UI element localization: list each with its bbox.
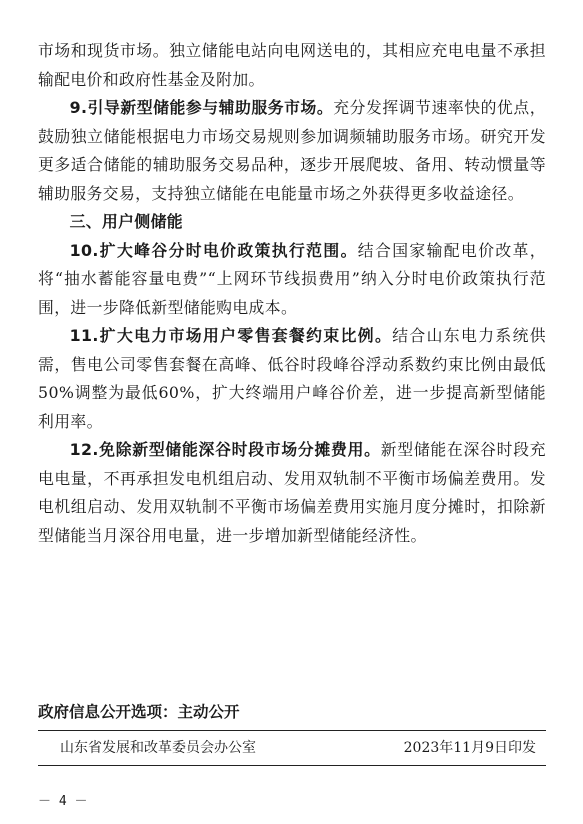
- page-number: － 4 －: [38, 794, 88, 809]
- item-12-text: 新型储能在深谷时段充电电量，不再承担发电机组启动、发用双轨制不平衡市场偏差费用。发电机组启动、发用双轨制不平衡市场偏差费用实施月度分摊时，扣除新型储能当月深谷用电量，进一步增加新型储能经济性。: [38, 440, 546, 545]
- issuance-line: [38, 736, 546, 760]
- paragraph-item-11: [38, 322, 546, 436]
- footer-top-rule: [38, 730, 546, 731]
- paragraph-continued: 市场和现货市场。独立储能电站向电网送电的，其相应充电电量不承担输配电价和政府性基金及附加。: [38, 41, 546, 89]
- paragraph-item-9: [38, 94, 546, 208]
- item-11-text: 结合山东电力系统供需，售电公司零售套餐在高峰、低谷时段峰谷浮动系数约束比例由最低50%调整为最低60%，扩大终端用户峰谷价差，进一步提高新型储能利用率。: [38, 326, 547, 431]
- issue-date: 2023年11月9日印发: [403, 740, 536, 756]
- item-12-heading: 12.免除新型储能深谷时段市场分摊费用。: [69, 440, 381, 459]
- item-9-text: 充分发挥调节速率快的优点，鼓励独立储能根据电力市场交易规则参加调频辅助服务市场。研究开发更多适合储能的辅助服务交易品种，逐步开展爬坡、备用、转动惯量等辅助服务交易，支持独立储能在电能量市场之外获得更多收益途径。: [38, 98, 547, 203]
- item-9-heading: 9.引导新型储能参与辅助服务市场。: [69, 98, 334, 117]
- disclosure-option: 政府信息公开选项：主动公开: [38, 703, 240, 721]
- document-body: [38, 37, 546, 550]
- footer-bottom-rule: [38, 765, 546, 766]
- item-11-heading: 11.扩大电力市场用户零售套餐约束比例。: [69, 326, 393, 345]
- item-10-text: 结合国家输配电价改革，将“抽水蓄能容量电费”“上网环节线损费用”纳入分时电价政策执行范围，进一步降低新型储能购电成本。: [38, 240, 546, 317]
- paragraph-item-10: [38, 237, 546, 323]
- item-10-heading: 10.扩大峰谷分时电价政策执行范围。: [69, 240, 358, 260]
- issuing-office: 山东省发展和改革委员会办公室: [60, 740, 256, 756]
- section-heading-user-side-storage: 三、用户侧储能: [69, 212, 183, 231]
- paragraph-item-12: [38, 436, 546, 550]
